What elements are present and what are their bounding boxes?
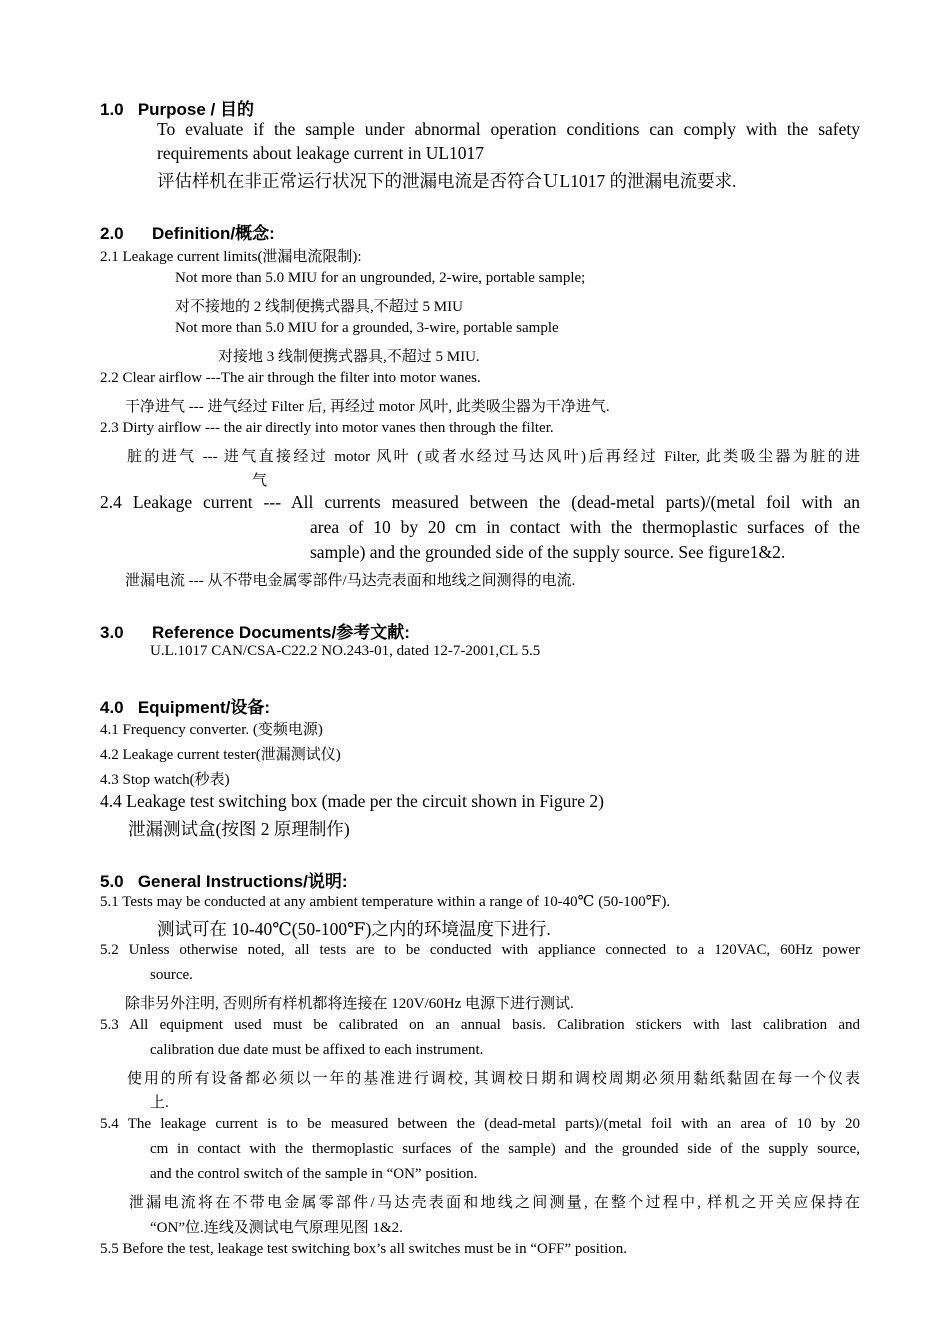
list-item: area of 10 by 20 cm in contact with the thermoplastic surfaces of the <box>310 517 860 537</box>
list-item: cm in contact with the thermoplastic surfaces of the sample) and the grounded side of the supply source, <box>150 1141 860 1157</box>
paragraph-line: To evaluate if the sample under abnormal operation conditions can comply with the safety <box>157 119 860 139</box>
list-item: 脏的进气 --- 进气直接经过 motor 风叶 (或者水经过马达风叶)后再经过 Filter, 此类吸尘器为脏的进 <box>127 449 860 465</box>
list-item: 上. <box>150 1095 169 1111</box>
section-title: General Instructions/说明: <box>137 872 348 891</box>
section-number: 1.0 <box>100 100 124 119</box>
list-item: 4.3 Stop watch(秒表) <box>100 772 230 788</box>
reference-line: U.L.1017 CAN/CSA-C22.2 NO.243-01, dated 12-7-2001,CL 5.5 <box>150 643 541 659</box>
list-item: 泄漏电流 --- 从不带电金属零部件/马达壳表面和地线之间测得的电流. <box>125 573 576 589</box>
section-number: 2.0 <box>100 224 124 243</box>
section-2-heading <box>100 219 275 244</box>
list-item: Not more than 5.0 MIU for an ungrounded, 2-wire, portable sample; <box>175 270 586 286</box>
list-item: 5.4 The leakage current is to be measured between the (dead-metal parts)/(metal foil with an area of 10 by 20 <box>100 1116 860 1132</box>
section-title: Purpose / 目的 <box>137 100 254 119</box>
list-item: 泄漏测试盒(按图 2 原理制作) <box>128 819 350 839</box>
section-title: Equipment/设备: <box>137 698 271 717</box>
paragraph-line-cn: 评估样机在非正常运行状况下的泄漏电流是否符合ＵL1017 的泄漏电流要求. <box>157 171 737 191</box>
list-item: 5.3 All equipment used must be calibrated on an annual basis. Calibration stickers with last calibration and <box>100 1017 860 1033</box>
section-number: 4.0 <box>100 698 124 717</box>
list-item: 2.2 Clear airflow ---The air through the filter into motor wanes. <box>100 370 481 386</box>
list-item: 泄漏电流将在不带电金属零部件/马达壳表面和地线之间测量, 在整个过程中, 样机之开关应保持在 <box>129 1195 860 1211</box>
list-item: 2.4 Leakage current --- All currents measured between the (dead-metal parts)/(metal foil with an <box>100 492 860 512</box>
list-item: 5.5 Before the test, leakage test switching box’s all switches must be in “OFF” position. <box>100 1241 627 1257</box>
list-item: 2.3 Dirty airflow --- the air directly into motor vanes then through the filter. <box>100 420 554 436</box>
list-item: calibration due date must be affixed to each instrument. <box>150 1042 484 1058</box>
list-item: and the control switch of the sample in “ON” position. <box>150 1166 478 1182</box>
section-number: 3.0 <box>100 623 124 642</box>
list-item: Not more than 5.0 MIU for a grounded, 3-wire, portable sample <box>175 320 559 336</box>
section-4-heading <box>100 693 270 718</box>
section-title: Definition/概念: <box>151 224 275 243</box>
section-number: 5.0 <box>100 872 124 891</box>
list-item: 气 <box>252 473 268 489</box>
list-item: 测试可在 10-40℃(50-100℉)之内的环境温度下进行. <box>157 919 551 939</box>
section-5-heading <box>100 867 348 892</box>
section-3-heading <box>100 618 410 643</box>
list-item: 4.4 Leakage test switching box (made per the circuit shown in Figure 2) <box>100 791 604 811</box>
list-item: 对接地 3 线制便携式器具,不超过 5 MIU. <box>218 349 480 365</box>
section-title: Reference Documents/参考文献: <box>151 623 410 642</box>
list-item: source. <box>150 967 193 983</box>
paragraph-line: requirements about leakage current in UL1017 <box>157 143 485 163</box>
list-item: 使用的所有设备都必须以一年的基准进行调校, 其调校日期和调校周期必须用黏纸黏固在每一个仪表 <box>127 1071 860 1087</box>
list-item: 5.2 Unless otherwise noted, all tests are to be conducted with appliance connected to a 120VAC, 60Hz power <box>100 942 860 958</box>
list-item: “ON”位.连线及测试电气原理见图 1&2. <box>150 1220 403 1236</box>
list-item: 4.1 Frequency converter. (变频电源) <box>100 722 323 738</box>
list-item: 对不接地的 2 线制便携式器具,不超过 5 MIU <box>175 299 463 315</box>
list-item: 5.1 Tests may be conducted at any ambient temperature within a range of 10-40℃ (50-100℉). <box>100 894 671 910</box>
section-1-heading <box>100 95 254 120</box>
list-item: 4.2 Leakage current tester(泄漏测试仪) <box>100 747 341 763</box>
list-item: 2.1 Leakage current limits(泄漏电流限制): <box>100 249 362 265</box>
list-item: 除非另外注明, 否则所有样机都将连接在 120V/60Hz 电源下进行测试. <box>125 996 574 1012</box>
list-item: 干净进气 --- 进气经过 Filter 后, 再经过 motor 风叶, 此类吸尘器为干净进气. <box>125 399 610 415</box>
list-item: sample) and the grounded side of the supply source. See figure1&2. <box>310 542 786 562</box>
